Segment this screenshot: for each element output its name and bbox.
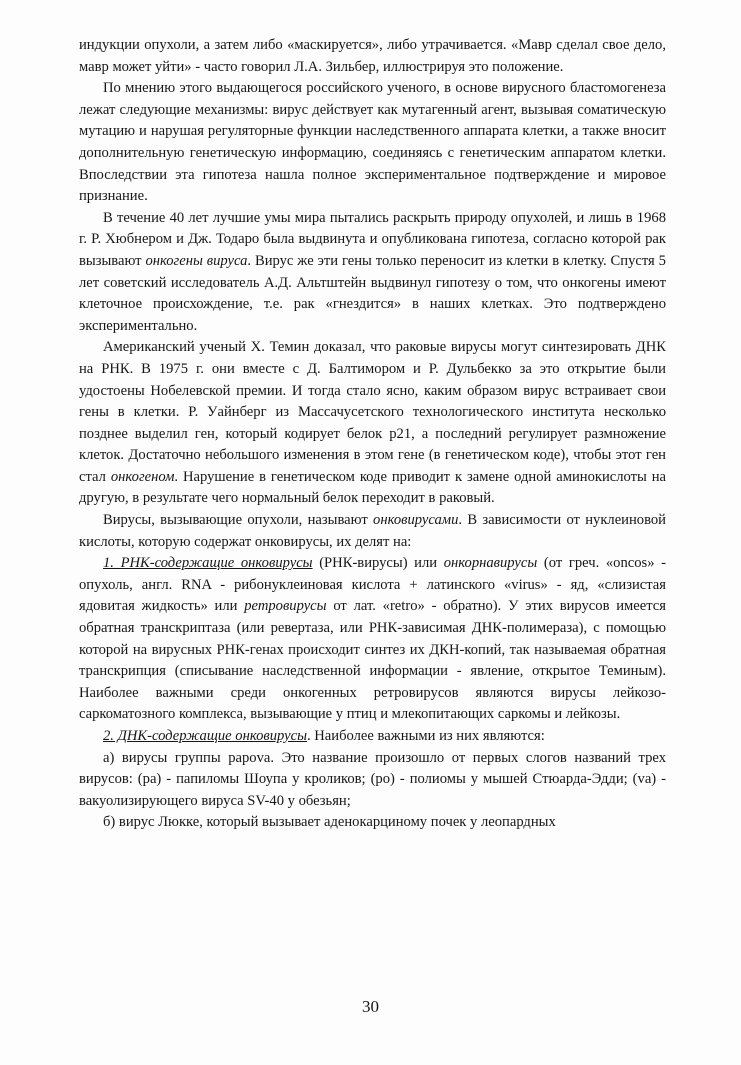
term-oncornaviruses: онкорнавирусы <box>443 555 538 572</box>
heading-dna-oncoviruses: 2. ДНК-содержащие онковирусы <box>103 728 307 744</box>
list-item-papova: а) вирусы группы papova. Это название произошло от первых слогов названий трех вирусов: (pa) - папиломы Шоупа у кроликов; (po) - полиомы у мышей Стюарда-Эдди; (va) - вакуолизирующего вируса SV-40 у обезьян; <box>79 749 666 809</box>
page-number: 30 <box>362 997 379 1016</box>
text-run: Американский ученый Х. Темин доказал, что раковые вирусы могут синтезировать ДНК на РНК. В 1975 г. они вместе с Д. Балтимором и Р. Дульбекко за это открытие были удостоены Нобелевской премии. И тогда стало ясно, каким образом вирус встраивает свои гены в клетки. Р. Уайнберг из Массачусетского технологического института несколько позднее выделил ген, который кодирует белок р21, а последний регулирует размножение клеток. Достаточно небольшого изменения в этом гене (в генетическом коде), чтобы этот ген стал <box>79 339 666 485</box>
list-item-lucke: б) вирус Люкке, который вызывает аденокарциному почек у леопардных <box>103 814 556 831</box>
text-run: В течение 40 лет лучшие умы мира пытались раскрыть природу опухолей, и лишь в 1968 г. Р. Хюбнером и Дж. Тодаро была выдвинута и опубликована гипотеза, согласно которой рак вызывают <box>79 209 666 269</box>
heading-rna-oncoviruses: 1. РНК-содержащие онковирусы <box>103 555 313 572</box>
term-viral-oncogenes: онкогены вируса <box>145 252 248 269</box>
paragraph-oncoviruses-definition <box>79 510 666 553</box>
text-run: . Нарушение в генетическом коде приводит к замене одной аминокислоты на другую, в результате чего нормальный белок переходит в раковый. <box>79 468 667 507</box>
paragraph-oncogene-hypothesis <box>79 208 666 338</box>
term-oncoviruses: онковирусами <box>373 512 459 529</box>
paragraph-dna-oncoviruses <box>79 726 666 748</box>
text-run: (РНК-вирусы) или <box>312 555 444 572</box>
term-oncogene: онкогеном <box>110 468 175 485</box>
text-run: . В зависимости от нуклеиновой кислоты, которую содержат онковирусы, их делят на: <box>79 512 666 550</box>
text-run: . Наиболее важными из них являются: <box>306 728 545 744</box>
paragraph-zilber-mechanisms: По мнению этого выдающегося российского ученого, в основе вирусного бластомогенеза лежат следующие механизмы: вирус действует как мутагенный агент, вызывая соматическую мутацию и нарушая регуляторные функции наследственного аппарата клетки, а также вносит дополнительную генетическую информацию, соединяясь с генетическим аппаратом клетки. Впоследствии эта гипотеза нашла полное экспериментальное подтверждение и мировое признание. <box>79 80 666 205</box>
text-run: от лат. «retro» - обратно). У этих вирусов имеется обратная транскриптаза (или ревертаза, или РНК-зависимая ДНК-полимераза), с помощью которой на вирусных РНК-генах происходит синтез их ДКН-копий, так называемая обратная транскрипция (списывание наследственной информации - явление, открытое Теминым). Наиболее важными среди онкогенных ретровирусов являются вирусы лейкозо-саркоматозного комплекса, вызывающие у птиц и млекопитающих саркомы и лейкозы. <box>79 598 666 723</box>
body-text <box>79 35 666 834</box>
text-run: Вирусы, вызывающие опухоли, называют <box>103 512 374 529</box>
text-run: (от греч. «oncos» - опухоль, англ. RNA - рибонуклеиновая кислота + латинского «virus» - яд, «слизистая ядовитая жидкость» или <box>79 555 666 615</box>
paragraph-temin-discovery <box>79 337 666 510</box>
text-run: . Вирус же эти гены только переносит из клетки в клетку. Спустя 5 лет советский исследователь А.Д. Альтштейн выдвинул гипотезу о том, что онкогены имеют клеточное происхождение, т.е. рак «гнездится» в наших клетках. Это подтверждено экспериментально. <box>79 252 666 334</box>
paragraph-rna-oncoviruses <box>79 553 666 726</box>
term-retroviruses: ретровирусы <box>244 598 327 615</box>
paragraph-continuation: индукции опухоли, а затем либо «маскируется», либо утрачивается. «Мавр сделал свое дело, мавр может уйти» - часто говорил Л.А. Зильбер, иллюстрируя это положение. <box>79 37 666 75</box>
